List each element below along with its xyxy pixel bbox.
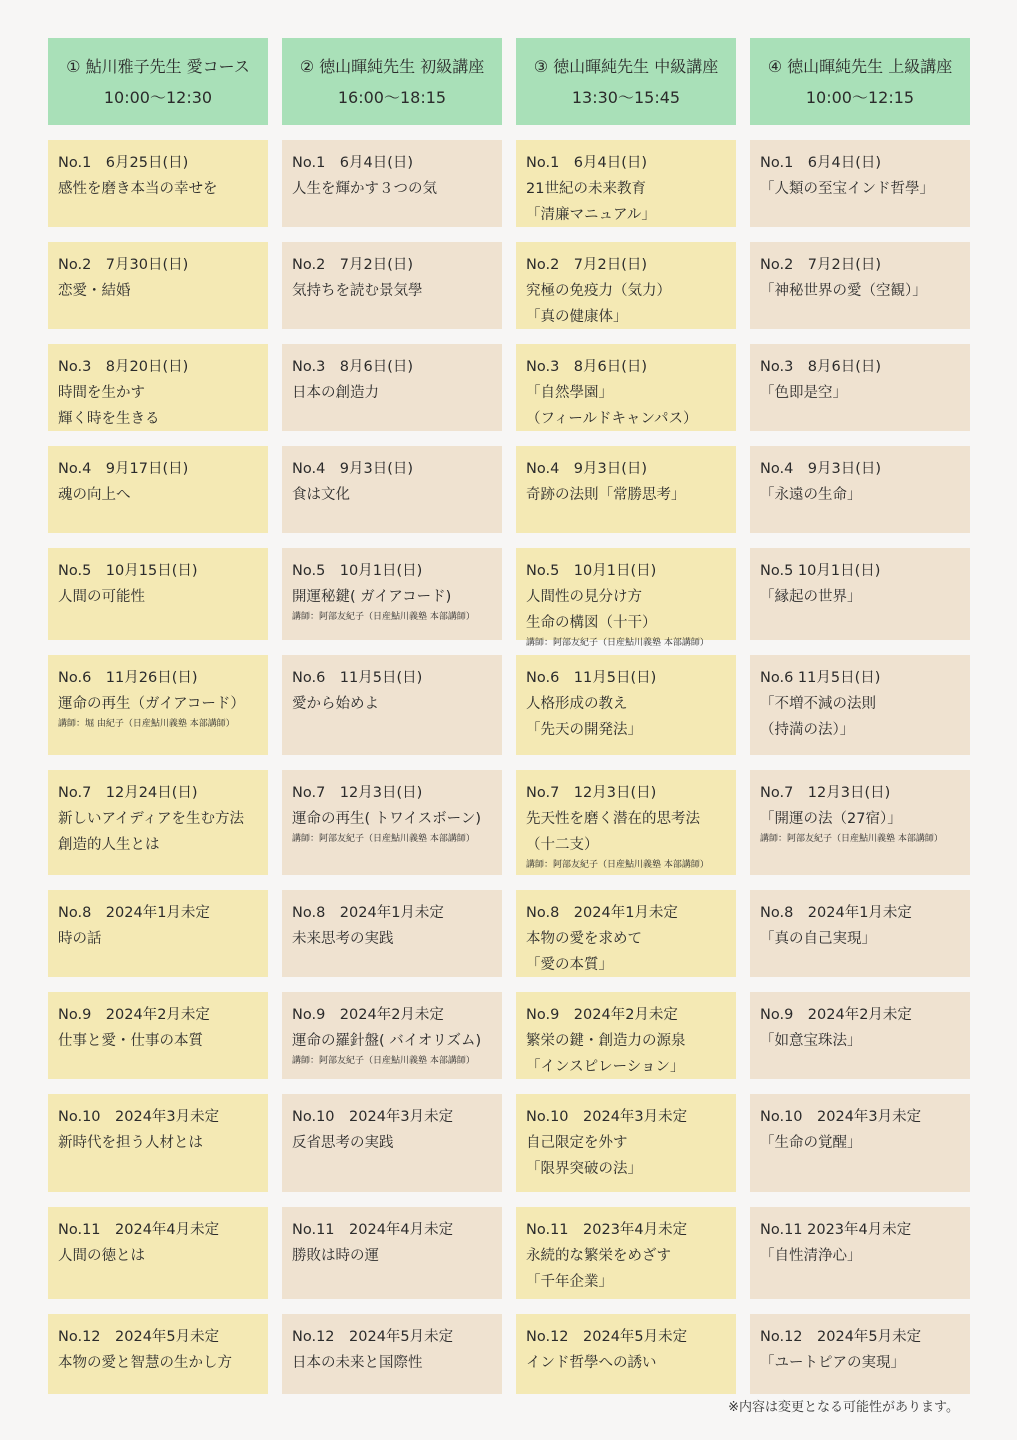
lesson-cell [750,242,970,329]
lesson-cell [282,655,502,755]
lesson-number-date: No.12 2024年5月未定 [526,1329,688,1345]
lesson-number-date: No.11 2024年4月未定 [292,1222,454,1238]
lesson-cell [750,446,970,533]
lesson-number-date: No.11 2023年4月未定 [526,1222,688,1238]
course-time: 10:00〜12:30 [103,87,213,107]
lesson-number-date: No.8 2024年1月未定 [292,905,444,921]
lesson-cell [750,655,970,755]
lesson-cell [750,890,970,977]
instructor-note: 講師：阿部友紀子（日産鮎川義塾 本部講師） [760,834,943,844]
lesson-title: 「如意宝珠法」 [760,1033,862,1049]
lesson-title: 運命の再生（ガイアコード） [58,696,245,712]
lesson-number-date: No.3 8月20日(日) [58,359,189,375]
lesson-number-date: No.1 6月25日(日) [58,155,189,171]
lesson-title: 「人類の至宝インド哲學」 [760,181,934,197]
lesson-title: 人生を輝かす３つの気 [292,181,437,197]
instructor-note: 講師：阿部友紀子（日産鮎川義塾 本部講師） [292,612,475,622]
lesson-cell [516,770,736,875]
lesson-cell [48,992,268,1079]
course-time: 16:00〜18:15 [337,87,447,107]
lesson-number-date: No.10 2024年3月未定 [292,1109,454,1125]
lesson-number-date: No.2 7月2日(日) [292,257,414,273]
lesson-title: 新時代を担う人材とは [58,1135,203,1151]
lesson-title: 「清廉マニュアル」 [526,207,656,223]
lesson-title: 生命の構図（十干） [526,615,657,631]
instructor-note: 講師：阿部友紀子（日産鮎川義塾 本部講師） [526,860,709,870]
lesson-number-date: No.11 2024年4月未定 [58,1222,220,1238]
lesson-cell [516,890,736,977]
lesson-cell [516,242,736,329]
lesson-title: インド哲學への誘い [526,1355,657,1371]
lesson-number-date: No.3 8月6日(日) [526,359,648,375]
lesson-title: 愛から始めよ [292,696,379,712]
lesson-cell [516,548,736,648]
course-title: ④ 徳山暉純先生 上級講座 [767,56,953,76]
lesson-title: 創造的人生とは [58,837,160,853]
lesson-number-date: No.10 2024年3月未定 [58,1109,220,1125]
lesson-number-date: No.4 9月3日(日) [526,461,648,477]
lesson-number-date: No.5 10月15日(日) [58,563,198,579]
lesson-number-date: No.9 2024年2月未定 [58,1007,210,1023]
instructor-note: 講師：阿部友紀子（日産鮎川義塾 本部講師） [292,1056,475,1066]
course-title: ① 鮎川雅子先生 愛コース [66,56,250,76]
lesson-number-date: No.6 11月5日(日) [292,670,423,686]
lesson-title: 「限界突破の法」 [526,1161,642,1177]
lesson-title: 時間を生かす [58,385,145,401]
lesson-title: 「永遠の生命」 [760,487,862,503]
lesson-number-date: No.6 11月5日(日) [526,670,657,686]
lesson-number-date: No.7 12月24日(日) [58,785,198,801]
lesson-cell [282,770,502,875]
course-time: 10:00〜12:15 [805,87,915,107]
lesson-title: （持満の法）」 [760,722,855,738]
lesson-cell [282,242,502,329]
lesson-title: 「ユートピアの実現」 [760,1355,905,1371]
lesson-cell [750,140,970,227]
lesson-cell [516,446,736,533]
lesson-cell [750,770,970,875]
lesson-title: 奇跡の法則「常勝思考」 [526,487,686,503]
lesson-number-date: No.4 9月17日(日) [58,461,189,477]
lesson-cell [282,548,502,640]
lesson-number-date: No.6 11月5日(日) [760,670,881,686]
lesson-title: 「縁起の世界」 [760,589,862,605]
lesson-title: 日本の未来と国際性 [292,1355,423,1371]
lesson-number-date: No.4 9月3日(日) [292,461,414,477]
lesson-cell [516,140,736,227]
course-header [48,38,268,125]
lesson-number-date: No.12 2024年5月未定 [58,1329,220,1345]
lesson-title: 日本の創造力 [292,385,379,401]
lesson-title: 自己限定を外す [526,1135,628,1151]
lesson-cell [516,655,736,755]
course-title: ② 徳山暉純先生 初級講座 [299,56,485,76]
lesson-cell [282,446,502,533]
instructor-note: 講師：阿部友紀子（日産鮎川義塾 本部講師） [526,638,709,648]
lesson-cell [516,1094,736,1192]
lesson-cell [48,140,268,227]
lesson-title: 本物の愛を求めて [526,931,642,947]
lesson-title: 「インスピレーション」 [526,1059,685,1075]
lesson-number-date: No.12 2024年5月未定 [760,1329,922,1345]
course-header [750,38,970,125]
lesson-number-date: No.1 6月4日(日) [760,155,882,171]
lesson-title: 究極の免疫力（気力） [526,283,671,299]
lesson-cell [282,1094,502,1192]
lesson-number-date: No.12 2024年5月未定 [292,1329,454,1345]
lesson-cell [48,1207,268,1299]
lesson-number-date: No.9 2024年2月未定 [760,1007,912,1023]
lesson-number-date: No.2 7月2日(日) [526,257,648,273]
lesson-cell [48,344,268,431]
lesson-title: 「自性清浄心」 [760,1248,862,1264]
lesson-cell [48,655,268,755]
lesson-title: 開運秘鍵( ガイアコード) [292,589,452,605]
lesson-cell [48,890,268,977]
lesson-title: 「愛の本質」 [526,957,613,973]
lesson-title: 繁栄の鍵・創造力の源泉 [526,1033,686,1049]
lesson-number-date: No.3 8月6日(日) [760,359,882,375]
lesson-number-date: No.9 2024年2月未定 [292,1007,444,1023]
course-header [516,38,736,125]
lesson-number-date: No.8 2024年1月未定 [760,905,912,921]
lesson-title: 21世紀の未来教育 [526,181,646,197]
schedule-grid [48,38,970,1409]
lesson-cell [48,1314,268,1394]
lesson-title: 未来思考の実践 [292,931,394,947]
lesson-title: 運命の再生( トワイスボーン) [292,811,482,827]
lesson-number-date: No.2 7月2日(日) [760,257,882,273]
lesson-title: 「神秘世界の愛（空観）」 [760,283,927,299]
lesson-title: 時の話 [58,931,102,947]
course-title: ③ 徳山暉純先生 中級講座 [533,56,719,76]
lesson-number-date: No.2 7月30日(日) [58,257,189,273]
lesson-cell [282,140,502,227]
lesson-cell [516,1314,736,1394]
lesson-title: 運命の羅針盤( バイオリズム) [292,1033,482,1049]
course-header [282,38,502,125]
lesson-cell [48,548,268,640]
lesson-cell [750,1207,970,1299]
lesson-title: 輝く時を生きる [58,411,160,427]
lesson-title: 食は文化 [292,487,350,503]
lesson-number-date: No.6 11月26日(日) [58,670,198,686]
lesson-title: 「千年企業」 [526,1274,613,1290]
lesson-cell [282,890,502,977]
lesson-cell [750,344,970,431]
lesson-cell [516,1207,736,1299]
lesson-title: 恋愛・結婚 [58,283,131,299]
lesson-title: 仕事と愛・仕事の本質 [58,1033,203,1049]
lesson-number-date: No.5 10月1日(日) [760,563,881,579]
lesson-title: （十二支） [526,837,599,853]
lesson-title: 「不増不減の法則 [760,696,876,712]
disclaimer-note: ※内容は変更となる可能性があります。 [728,1400,959,1415]
lesson-number-date: No.1 6月4日(日) [292,155,414,171]
lesson-cell [282,344,502,431]
lesson-cell [750,548,970,640]
lesson-cell [48,242,268,329]
lesson-number-date: No.7 12月3日(日) [526,785,657,801]
lesson-title: 勝敗は時の運 [292,1248,379,1264]
lesson-title: 本物の愛と智慧の生かし方 [58,1355,232,1371]
lesson-number-date: No.3 8月6日(日) [292,359,414,375]
instructor-note: 講師：阿部友紀子（日産鮎川義塾 本部講師） [292,834,475,844]
lesson-number-date: No.10 2024年3月未定 [760,1109,922,1125]
lesson-number-date: No.8 2024年1月未定 [58,905,210,921]
lesson-title: （フィールドキャンパス） [526,411,698,427]
lesson-cell [48,770,268,875]
lesson-number-date: No.1 6月4日(日) [526,155,648,171]
lesson-cell [516,992,736,1079]
lesson-title: 新しいアイディアを生む方法 [58,811,245,827]
lesson-cell [750,992,970,1079]
lesson-title: 気持ちを読む景気學 [292,283,423,299]
lesson-cell [48,1094,268,1192]
lesson-title: 「先天の開発法」 [526,722,642,738]
lesson-number-date: No.9 2024年2月未定 [526,1007,678,1023]
lesson-cell [282,1207,502,1299]
lesson-title: 感性を磨き本当の幸せを [58,181,218,197]
lesson-title: 「開運の法（27宿）」 [760,811,902,827]
lesson-title: 人間の可能性 [58,589,145,605]
lesson-title: 先天性を磨く潜在的思考法 [526,811,700,827]
lesson-cell [750,1314,970,1394]
lesson-title: 「自然學園」 [526,385,613,401]
lesson-number-date: No.5 10月1日(日) [526,563,657,579]
lesson-number-date: No.11 2023年4月未定 [760,1222,912,1238]
lesson-number-date: No.7 12月3日(日) [760,785,891,801]
lesson-title: 「真の健康体」 [526,309,628,325]
lesson-title: 魂の向上へ [58,487,131,503]
lesson-cell [282,1314,502,1394]
lesson-number-date: No.7 12月3日(日) [292,785,423,801]
lesson-number-date: No.4 9月3日(日) [760,461,882,477]
lesson-number-date: No.8 2024年1月未定 [526,905,678,921]
instructor-note: 講師：堀 由紀子（日産鮎川義塾 本部講師） [58,719,235,729]
lesson-title: 「生命の覚醒」 [760,1135,862,1151]
lesson-cell [750,1094,970,1192]
course-time: 13:30〜15:45 [571,87,681,107]
lesson-number-date: No.5 10月1日(日) [292,563,423,579]
lesson-cell [516,344,736,431]
lesson-title: 人間性の見分け方 [526,589,642,605]
lesson-number-date: No.10 2024年3月未定 [526,1109,688,1125]
lesson-title: 人間の徳とは [58,1248,145,1264]
lesson-title: 「色即是空」 [760,385,847,401]
lesson-title: 人格形成の教え [526,696,628,712]
lesson-title: 「真の自己実現」 [760,931,876,947]
lesson-cell [282,992,502,1079]
lesson-title: 反省思考の実践 [292,1135,394,1151]
lesson-cell [48,446,268,533]
lesson-title: 永続的な繁栄をめざす [526,1248,671,1264]
